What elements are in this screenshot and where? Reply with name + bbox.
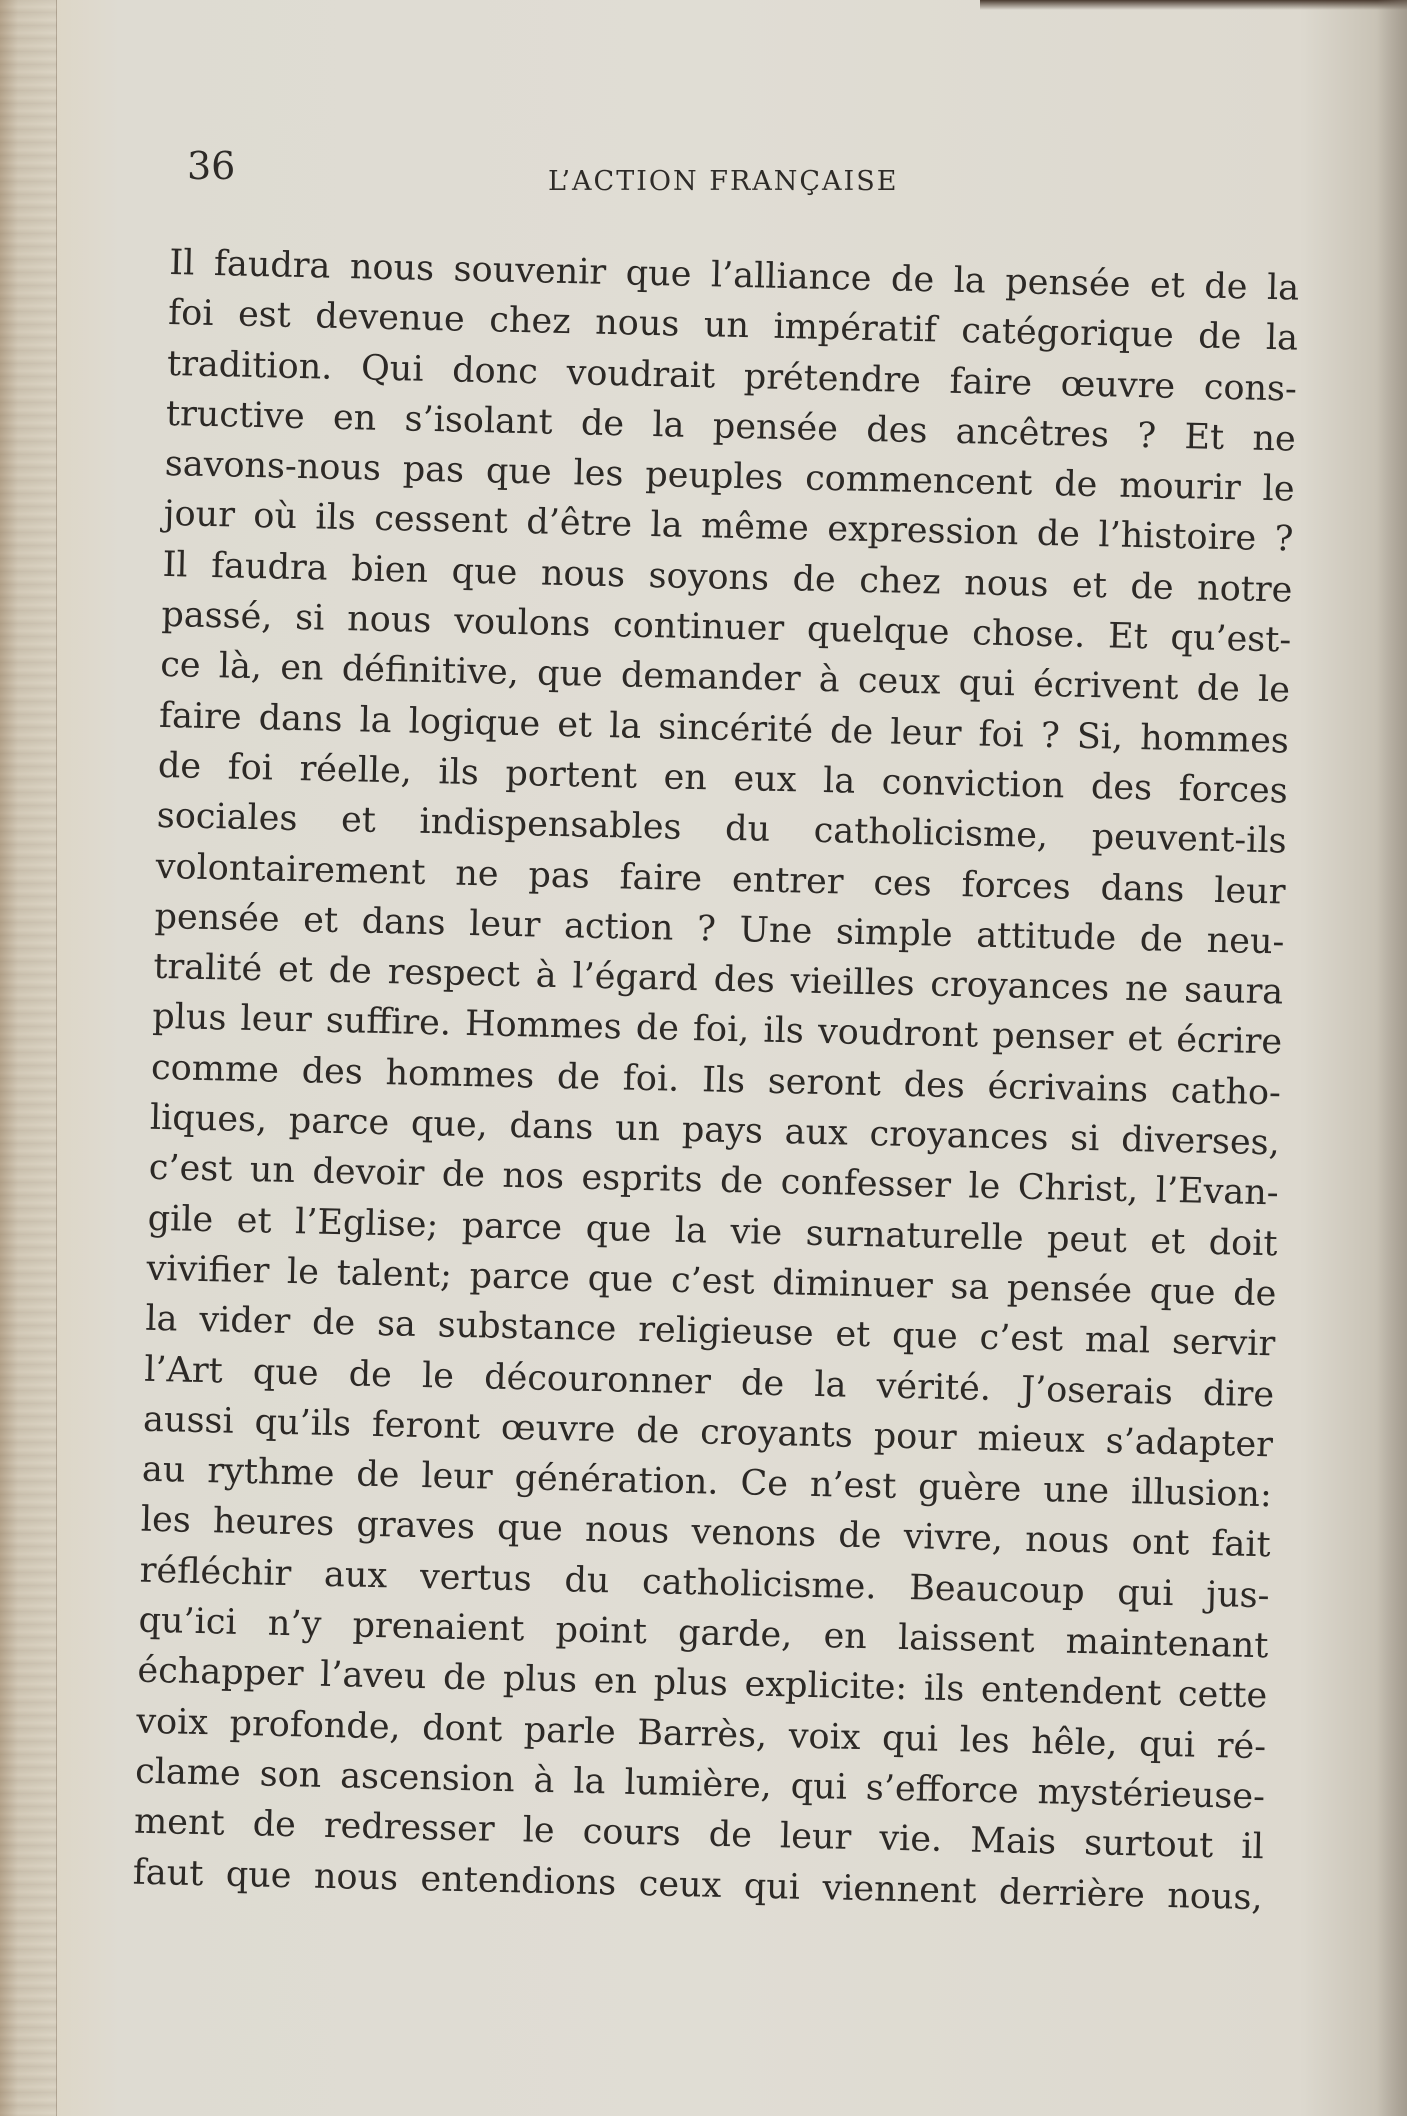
text-line: l’Art que de le découronner de la vérité. J’oserais dire <box>143 1349 1275 1415</box>
text-line: liques, parce que, dans un pays aux croyances si diverses, <box>149 1097 1281 1164</box>
running-head: L’ACTION FRANÇAISE <box>548 166 899 197</box>
text-line: clame son ascension à la lumière, qui s’efforce mystérieuse- <box>134 1751 1266 1818</box>
text-line: volontairement ne pas faire entrer ces forces dans leur <box>155 846 1286 913</box>
text-line: réfléchir aux vertus du catholicisme. Beaucoup qui jus- <box>139 1550 1270 1617</box>
text-line: ment de redresser le cours de leur vie. Mais surtout il <box>133 1801 1265 1868</box>
text-line: aussi qu’ils feront œuvre de croyants pour mieux s’adapter <box>142 1399 1274 1466</box>
text-line: savons-nous pas que les peuples commencent de mourir le <box>164 444 1296 510</box>
text-line: vivifier le talent; parce que c’est diminuer sa pensée que de <box>146 1248 1277 1315</box>
text-line: c’est un devoir de nos esprits de confesser le Christ, l’Evan- <box>148 1148 1280 1214</box>
text-line: pensée et dans leur action ? Une simple attitude de neu- <box>154 896 1285 963</box>
text-line: échapper l’aveu de plus en plus explicite: ils entendent cette <box>137 1650 1268 1717</box>
text-line: qu’ici n’y prenaient point garde, en laissent maintenant <box>138 1600 1269 1667</box>
text-line: les heures graves que nous venons de vivre, nous ont fait <box>140 1500 1272 1566</box>
text-line: de foi réelle, ils portent en eux la conviction des forces <box>157 745 1289 812</box>
text-line: jour où ils cessent d’être la même expression de l’histoire ? <box>163 494 1294 561</box>
text-line: voix profonde, dont parle Barrès, voix qui les hêle, qui ré- <box>135 1701 1267 1767</box>
text-line: Il faudra nous souvenir que l’alliance de la pensée et de la <box>168 242 1300 309</box>
text-line: au rythme de leur génération. Ce n’est guère une illusion: <box>141 1449 1273 1516</box>
body-text <box>132 238 1299 1923</box>
text-line: passé, si nous voulons continuer quelque chose. Et qu’est- <box>160 594 1292 661</box>
text-line: foi est devenue chez nous un impératif catégorique de la <box>167 293 1299 359</box>
page-number: 36 <box>187 144 236 188</box>
text-line: la vider de sa substance religieuse et que c’est mal servir <box>145 1298 1276 1365</box>
text-line: tructive en s’isolant de la pensée des ancêtres ? Et ne <box>165 393 1297 460</box>
text-line: ce là, en définitive, que demander à ceux qui écrivent de le <box>159 645 1291 711</box>
text-line: tralité et de respect à l’égard des vieilles croyances ne saura <box>153 946 1284 1013</box>
text-line: gile et l’Eglise; parce que la vie surnaturelle peut et doit <box>147 1198 1278 1265</box>
text-line: faut que nous entendions ceux qui viennent derrière nous, <box>132 1852 1264 1918</box>
text-line: Il faudra bien que nous soyons de chez nous et de notre <box>162 544 1293 611</box>
page-top-shadow <box>980 0 1407 10</box>
text-line: faire dans la logique et la sincérité de leur foi ? Si, hommes <box>158 695 1290 762</box>
book-spine-edge <box>0 0 57 2116</box>
page-right-shadow <box>1377 0 1407 2116</box>
text-line: tradition. Qui donc voudrait prétendre faire œuvre cons- <box>166 343 1298 410</box>
text-line: sociales et indispensables du catholicisme, peuvent-ils <box>156 796 1288 862</box>
text-line: plus leur suffire. Hommes de foi, ils voudront penser et écrire <box>151 997 1283 1063</box>
text-line: comme des hommes de foi. Ils seront des écrivains catho- <box>150 1047 1282 1114</box>
